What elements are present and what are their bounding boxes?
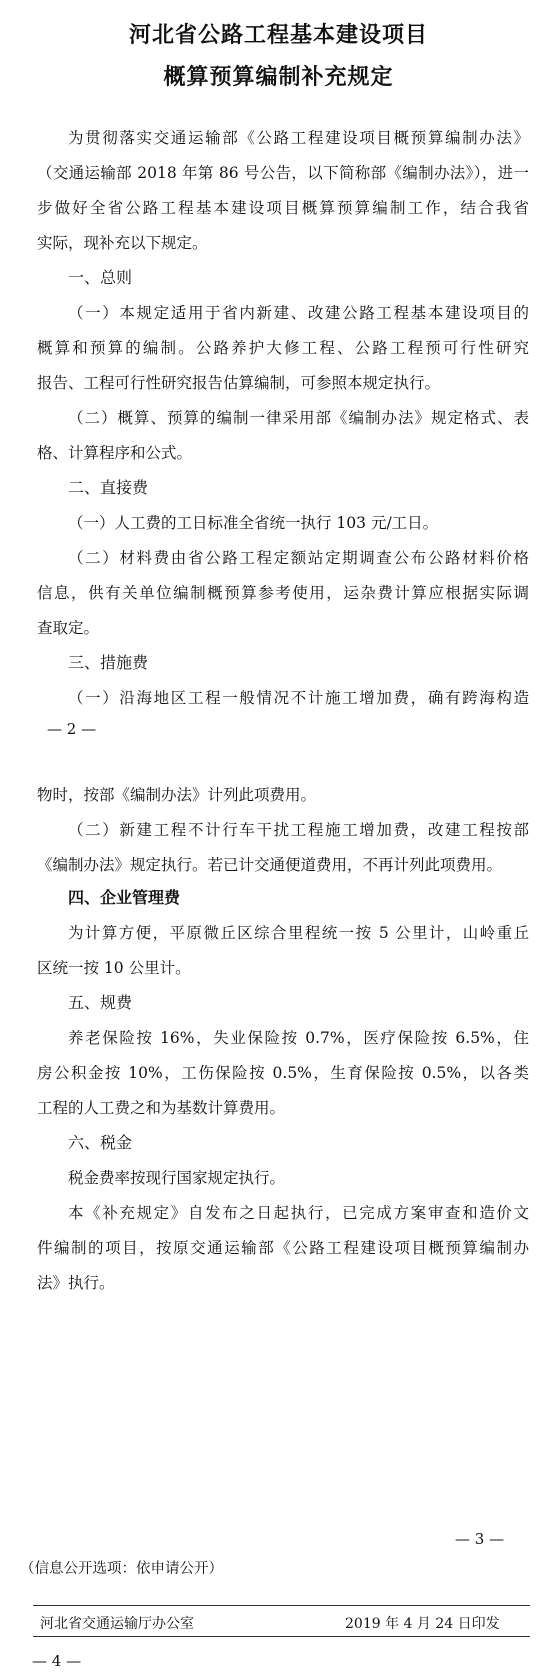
- general-clause1-line2: 概算和预算的编制。公路养护大修工程、公路工程预可行性研究: [37, 339, 529, 357]
- general-clause2-line1: （二）概算、预算的编制一律采用部《编制办法》规定格式、表: [68, 409, 529, 427]
- page-number-3: — 3 —: [455, 1530, 505, 1548]
- general-clause2-line2: 格、计算程序和公式。: [37, 444, 193, 462]
- page-number-2: — 2 —: [47, 720, 97, 738]
- direct-costs-clause2-line3: 查取定。: [37, 619, 100, 637]
- general-clause1-line1: （一）本规定适用于省内新建、改建公路工程基本建设项目的: [68, 304, 529, 322]
- intro-line-2: （交通运输部 2018 年第 86 号公告，以下简称部《编制办法》），进一: [37, 164, 529, 182]
- direct-costs-clause1: （一）人工费的工日标准全省统一执行 103 元/工日。: [68, 514, 439, 532]
- issue-date: 2019 年 4 月 24 日印发: [345, 1616, 500, 1632]
- issuing-office: 河北省交通运输厅办公室: [40, 1616, 194, 1632]
- measure-costs-clause2-line2: 《编制办法》规定执行。若已计交通便道费用，不再计列此项费用。: [37, 856, 503, 874]
- closing-line3: 法》执行。: [37, 1274, 115, 1292]
- fees-line1: 养老保险按 16%，失业保险按 0.7%，医疗保险按 6.5%，住: [68, 1029, 529, 1047]
- fees-line2: 房公积金按 10%，工伤保险按 0.5%，生育保险按 0.5%，以各类: [37, 1064, 529, 1082]
- section-heading-management-fee: 四、企业管理费: [68, 888, 181, 907]
- document-title-line1: 河北省公路工程基本建设项目: [128, 23, 428, 48]
- general-clause1-line3: 报告、工程可行性研究报告估算编制，可参照本规定执行。: [37, 374, 441, 392]
- document-title-line2: 概算预算编制补充规定: [163, 65, 394, 90]
- footer-rule-top: [33, 1605, 530, 1606]
- closing-line1: 本《补充规定》自发布之日起执行，已完成方案审查和造价文: [68, 1204, 529, 1222]
- disclosure-option: （信息公开选项：依申请公开）: [20, 1561, 223, 1577]
- intro-line-4: 实际，现补充以下规定。: [37, 234, 208, 252]
- management-fee-line1: 为计算方便，平原微丘区综合里程统一按 5 公里计，山岭重丘: [68, 924, 529, 942]
- management-fee-line2: 区统一按 10 公里计。: [37, 959, 191, 977]
- section-heading-fees: 五、规费: [68, 993, 133, 1012]
- measure-costs-clause1-start: （一）沿海地区工程一般情况不计施工增加费，确有跨海构造: [68, 689, 529, 707]
- fees-line3: 工程的人工费之和为基数计算费用。: [37, 1099, 286, 1117]
- closing-line2: 件编制的项目，按原交通运输部《公路工程建设项目概预算编制办: [37, 1239, 529, 1257]
- page-number-4: — 4 —: [32, 1652, 82, 1670]
- measure-costs-clause2-line1: （二）新建工程不计行车干扰工程施工增加费，改建工程按部: [68, 821, 529, 839]
- direct-costs-clause2-line1: （二）材料费由省公路工程定额站定期调查公布公路材料价格: [68, 549, 529, 567]
- measure-costs-clause1-end: 物时，按部《编制办法》计列此项费用。: [37, 786, 317, 804]
- section-heading-taxes: 六、税金: [68, 1133, 133, 1152]
- intro-line-3: 步做好全省公路工程基本建设项目概算预算编制工作，结合我省: [37, 199, 529, 217]
- intro-line-1: 为贯彻落实交通运输部《公路工程建设项目概预算编制办法》: [68, 129, 529, 147]
- section-heading-measure-costs: 三、措施费: [68, 653, 149, 672]
- direct-costs-clause2-line2: 信息，供有关单位编制概预算参考使用，运杂费计算应根据实际调: [37, 584, 529, 602]
- section-heading-direct-costs: 二、直接费: [68, 478, 149, 497]
- taxes-clause: 税金费率按现行国家规定执行。: [68, 1169, 286, 1187]
- section-heading-general: 一、总则: [68, 268, 133, 287]
- footer-rule-bottom: [33, 1636, 530, 1637]
